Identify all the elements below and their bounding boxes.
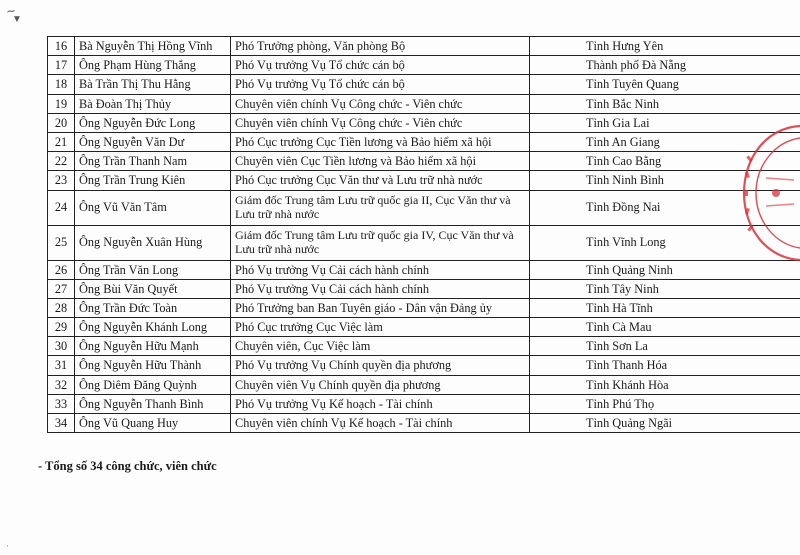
scan-mark: ·	[6, 541, 9, 551]
row-number: 26	[48, 260, 75, 279]
staff-position: Giám đốc Trung tâm Lưu trữ quốc gia IV, Cục Văn thư và Lưu trữ nhà nước	[231, 225, 530, 260]
table-row	[48, 37, 800, 56]
row-number: 24	[48, 190, 75, 225]
staff-position: Phó Cục trưởng Cục Văn thư và Lưu trữ nhà nước	[231, 171, 530, 190]
staff-position: Phó Vụ trưởng Vụ Chính quyền địa phương	[231, 356, 530, 375]
table-row	[48, 298, 800, 317]
staff-name: Ông Nguyễn Hữu Mạnh	[75, 337, 231, 356]
staff-position: Phó Trưởng ban Ban Tuyên giáo - Dân vận Đảng ủy	[231, 298, 530, 317]
assigned-province: Tỉnh Ninh Bình	[530, 171, 800, 190]
staff-name: Ông Trần Thanh Nam	[75, 152, 231, 171]
assigned-province: Tỉnh Thanh Hóa	[530, 356, 800, 375]
staff-position: Phó Trưởng phòng, Văn phòng Bộ	[231, 37, 530, 56]
assigned-province: Tỉnh Quảng Ninh	[530, 260, 800, 279]
row-number: 23	[48, 171, 75, 190]
staff-name: Ông Vũ Quang Huy	[75, 414, 231, 433]
staff-position: Phó Cục trưởng Cục Tiền lương và Bảo hiểm xã hội	[231, 132, 530, 151]
staff-name: Ông Nguyễn Thanh Bình	[75, 394, 231, 413]
staff-name: Ông Vũ Văn Tâm	[75, 190, 231, 225]
row-number: 34	[48, 414, 75, 433]
table-row	[48, 337, 800, 356]
assigned-province: Tỉnh Hà Tĩnh	[530, 298, 800, 317]
table-row	[48, 75, 800, 94]
table-row	[48, 356, 800, 375]
row-number: 29	[48, 318, 75, 337]
staff-name: Ông Trần Đức Toàn	[75, 298, 231, 317]
staff-name: Bà Đoàn Thị Thủy	[75, 94, 231, 113]
row-number: 30	[48, 337, 75, 356]
staff-position: Chuyên viên, Cục Việc làm	[231, 337, 530, 356]
table-row	[48, 318, 800, 337]
row-number: 20	[48, 113, 75, 132]
assigned-province: Tỉnh Đồng Nai	[530, 190, 800, 225]
staff-name: Bà Nguyễn Thị Hồng Vĩnh	[75, 37, 231, 56]
row-number: 19	[48, 94, 75, 113]
staff-position: Phó Vụ trưởng Vụ Tổ chức cán bộ	[231, 75, 530, 94]
scan-mark: ▼	[12, 14, 22, 25]
staff-position: Chuyên viên Vụ Chính quyền địa phương	[231, 375, 530, 394]
staff-name: Ông Nguyễn Hữu Thành	[75, 356, 231, 375]
table-row	[48, 94, 800, 113]
assigned-province: Tỉnh An Giang	[530, 132, 800, 151]
table-row	[48, 260, 800, 279]
table-row	[48, 190, 800, 225]
staff-name: Ông Trần Trung Kiên	[75, 171, 231, 190]
assigned-province: Tỉnh Cao Bằng	[530, 152, 800, 171]
table-row	[48, 56, 800, 75]
assigned-province: Tỉnh Cà Mau	[530, 318, 800, 337]
table-row	[48, 152, 800, 171]
staff-position: Chuyên viên Cục Tiền lương và Bảo hiểm xã hội	[231, 152, 530, 171]
row-number: 33	[48, 394, 75, 413]
row-number: 31	[48, 356, 75, 375]
assigned-province: Tỉnh Tây Ninh	[530, 279, 800, 298]
scan-mark: ∼	[5, 3, 17, 19]
assigned-province: Tỉnh Tuyên Quang	[530, 75, 800, 94]
table-row	[48, 171, 800, 190]
row-number: 28	[48, 298, 75, 317]
staff-position: Chuyên viên chính Vụ Công chức - Viên chức	[231, 94, 530, 113]
row-number: 21	[48, 132, 75, 151]
staff-name: Bà Trần Thị Thu Hằng	[75, 75, 231, 94]
staff-name: Ông Nguyễn Khánh Long	[75, 318, 231, 337]
red-seal-stamp	[736, 118, 800, 268]
assigned-province: Tỉnh Quảng Ngãi	[530, 414, 800, 433]
staff-position: Phó Vụ trưởng Vụ Cải cách hành chính	[231, 260, 530, 279]
table-row	[48, 394, 800, 413]
row-number: 32	[48, 375, 75, 394]
table-row	[48, 132, 800, 151]
staff-position: Phó Vụ trưởng Vụ Cải cách hành chính	[231, 279, 530, 298]
assigned-province: Tỉnh Khánh Hòa	[530, 375, 800, 394]
staff-table	[47, 36, 800, 433]
staff-position: Phó Vụ trưởng Vụ Kế hoạch - Tài chính	[231, 394, 530, 413]
staff-name: Ông Bùi Văn Quyết	[75, 279, 231, 298]
staff-position: Phó Vụ trưởng Vụ Tổ chức cán bộ	[231, 56, 530, 75]
staff-name: Ông Nguyễn Xuân Hùng	[75, 225, 231, 260]
staff-name: Ông Phạm Hùng Thắng	[75, 56, 231, 75]
table-row	[48, 375, 800, 394]
assigned-province: Tỉnh Phú Thọ	[530, 394, 800, 413]
row-number: 25	[48, 225, 75, 260]
assigned-province: Thành phố Đà Nẵng	[530, 56, 800, 75]
staff-name: Ông Nguyễn Đức Long	[75, 113, 231, 132]
assigned-province: Tỉnh Vĩnh Long	[530, 225, 800, 260]
staff-position: Phó Cục trưởng Cục Việc làm	[231, 318, 530, 337]
staff-position: Chuyên viên chính Vụ Kế hoạch - Tài chính	[231, 414, 530, 433]
row-number: 27	[48, 279, 75, 298]
table-row	[48, 225, 800, 260]
staff-position: Chuyên viên chính Vụ Công chức - Viên chức	[231, 113, 530, 132]
assigned-province: Tỉnh Bắc Ninh	[530, 94, 800, 113]
table-row	[48, 414, 800, 433]
staff-name: Ông Nguyễn Văn Dư	[75, 132, 231, 151]
row-number: 17	[48, 56, 75, 75]
assigned-province: Tỉnh Gia Lai	[530, 113, 800, 132]
staff-table-body	[48, 37, 800, 433]
row-number: 22	[48, 152, 75, 171]
row-number: 16	[48, 37, 75, 56]
assigned-province: Tỉnh Hưng Yên	[530, 37, 800, 56]
assigned-province: Tỉnh Sơn La	[530, 337, 800, 356]
staff-name: Ông Trần Văn Long	[75, 260, 231, 279]
staff-position: Giám đốc Trung tâm Lưu trữ quốc gia II, Cục Văn thư và Lưu trữ nhà nước	[231, 190, 530, 225]
table-row	[48, 279, 800, 298]
staff-name: Ông Diêm Đăng Quỳnh	[75, 375, 231, 394]
table-row	[48, 113, 800, 132]
row-number: 18	[48, 75, 75, 94]
total-summary: - Tổng số 34 công chức, viên chức	[38, 459, 217, 473]
